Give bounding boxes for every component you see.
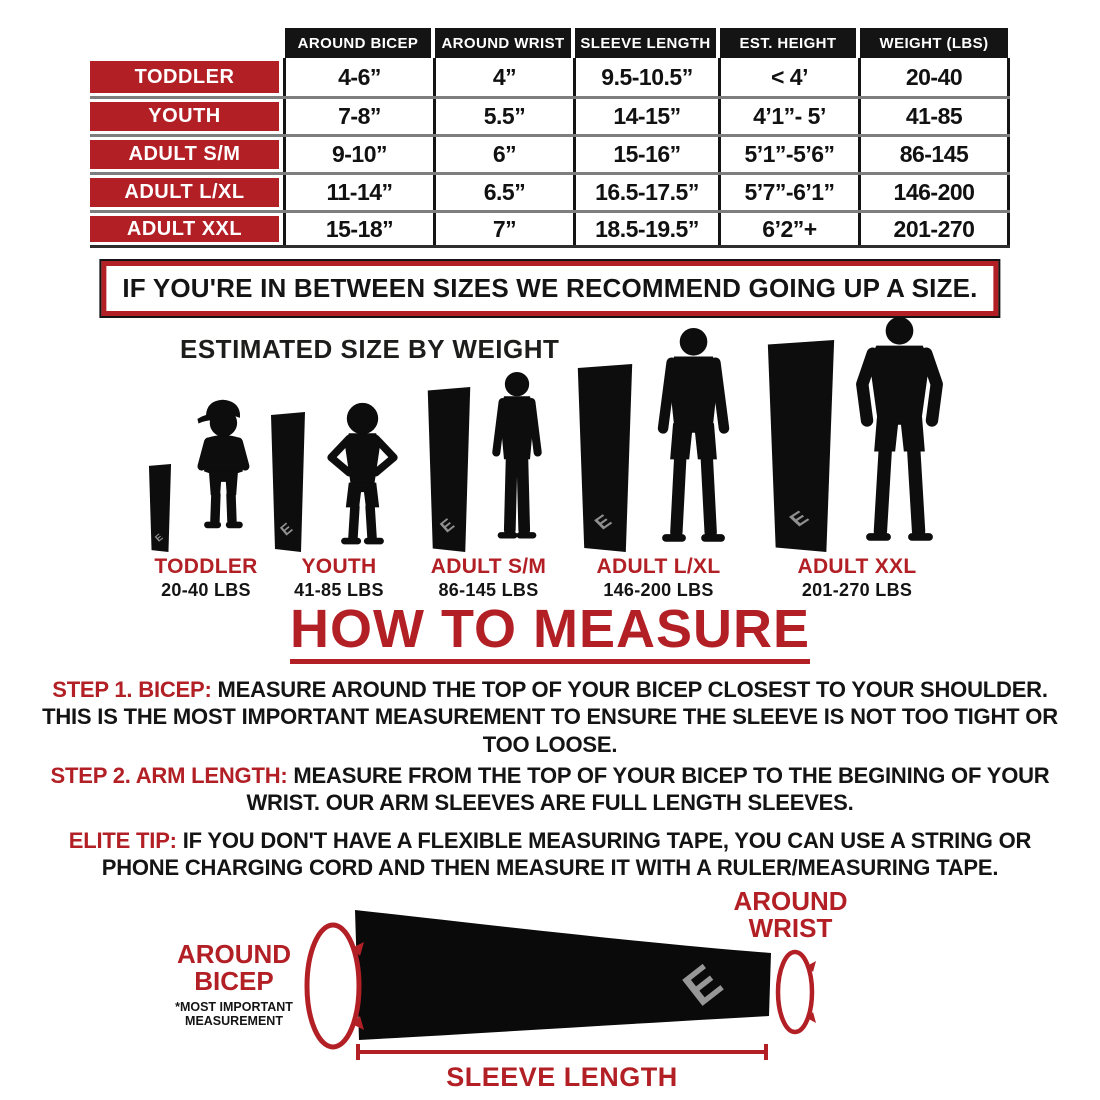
how-to-measure-title: HOW TO MEASURE [290, 601, 810, 664]
value-cell: 9.5-10.5” [573, 58, 718, 96]
logo-e-icon: E [153, 532, 166, 545]
value-cell: 5’1”-5’6” [718, 137, 858, 172]
value-cell: 15-16” [573, 137, 718, 172]
size-label-cell: ADULT XXL [90, 216, 279, 242]
group-name: ADULT S/M [430, 555, 547, 578]
value-cell: 86-145 [858, 137, 1010, 172]
logo-e-icon: E [591, 511, 617, 534]
value-cell: 4-6” [283, 58, 433, 96]
value-cell: 9-10” [283, 137, 433, 172]
ruler-line [360, 1050, 764, 1054]
estimated-size-title: ESTIMATED SIZE BY WEIGHT [180, 334, 560, 364]
logo-e-icon: E [436, 514, 459, 537]
value-cell: 7-8” [283, 99, 433, 134]
value-cell: 146-200 [858, 175, 1010, 210]
wrist-measure-ellipse [774, 948, 816, 1036]
step-2-text: MEASURE FROM THE TOP OF YOUR BICEP TO THE BEGINING OF YOUR WRIST. OUR ARM SLEEVES ARE FULL LENGTH SLEEVES. [246, 763, 1050, 816]
value-cell: 11-14” [283, 175, 433, 210]
sleeve-diagram-graphic [352, 903, 774, 1045]
around-bicep-label: AROUND BICEP [176, 939, 292, 997]
around-wrist-label: AROUND WRIST [733, 886, 848, 944]
value-cell: 201-270 [858, 213, 1010, 245]
value-cell: 5.5” [433, 99, 573, 134]
logo-e-icon: E [785, 507, 814, 531]
value-cell: 41-85 [858, 99, 1010, 134]
value-cell: 4’1”- 5’ [718, 99, 858, 134]
value-cell: 6’2”+ [718, 213, 858, 245]
value-cell: 15-18” [283, 213, 433, 245]
value-cell: < 4’ [718, 58, 858, 96]
group-weight: 201-270 LBS [801, 580, 913, 600]
value-cell: 18.5-19.5” [573, 213, 718, 245]
value-cell: 5’7”-6’1” [718, 175, 858, 210]
group-weight: 86-145 LBS [438, 580, 539, 600]
size-label-cell: ADULT L/XL [90, 178, 279, 207]
table-header-around-bicep: AROUND BICEP [285, 28, 431, 58]
size-label-cell: TODDLER [90, 61, 279, 93]
logo-e-icon: E [277, 519, 296, 540]
elite-tip-text: IF YOU DON'T HAVE A FLEXIBLE MEASURING TAPE, YOU CAN USE A STRING OR PHONE CHARGING CORD AND THEN MEASURE IT WITH A RULER/MEASURING TAPE. [101, 828, 1032, 881]
table-header-est-height: EST. HEIGHT [720, 28, 856, 58]
group-name: TODDLER [154, 555, 258, 578]
group-weight: 41-85 LBS [294, 580, 384, 600]
value-cell: 6.5” [433, 175, 573, 210]
table-header-sleeve-length: SLEEVE LENGTH [575, 28, 716, 58]
group-name: ADULT L/XL [596, 555, 721, 578]
group-name: YOUTH [301, 555, 377, 578]
table-header-around-wrist: AROUND WRIST [435, 28, 571, 58]
value-cell: 7” [433, 213, 573, 245]
group-weight: 20-40 LBS [161, 580, 251, 600]
sleeve-length-label: SLEEVE LENGTH [446, 1062, 678, 1092]
value-cell: 14-15” [573, 99, 718, 134]
step-2-label: STEP 2. ARM LENGTH: [50, 763, 288, 788]
value-cell: 16.5-17.5” [573, 175, 718, 210]
elite-tip-label: ELITE TIP: [68, 828, 177, 853]
size-label-cell: ADULT S/M [90, 140, 279, 169]
bicep-measure-ellipse [302, 920, 364, 1052]
step-1-label: STEP 1. BICEP: [52, 677, 212, 702]
between-sizes-banner: IF YOU'RE IN BETWEEN SIZES WE RECOMMEND GOING UP A SIZE. [101, 261, 998, 316]
step-1-text: MEASURE AROUND THE TOP OF YOUR BICEP CLOSEST TO YOUR SHOULDER. THIS IS THE MOST IMPORTANT MEASUREMENT TO ENSURE THE SLEEVE IS NOT TOO TIGHT OR TOO LOOSE. [42, 677, 1058, 757]
group-weight: 146-200 LBS [603, 580, 714, 600]
logo-e-icon: E [674, 955, 733, 1017]
value-cell: 20-40 [858, 58, 1010, 96]
table-header-weight: WEIGHT (LBS) [860, 28, 1008, 58]
most-important-note: *MOST IMPORTANT MEASUREMENT [175, 1000, 293, 1029]
group-name: ADULT XXL [797, 555, 917, 578]
value-cell: 4” [433, 58, 573, 96]
size-label-cell: YOUTH [90, 102, 279, 131]
value-cell: 6” [433, 137, 573, 172]
sleeve-length-ruler [356, 1044, 768, 1060]
